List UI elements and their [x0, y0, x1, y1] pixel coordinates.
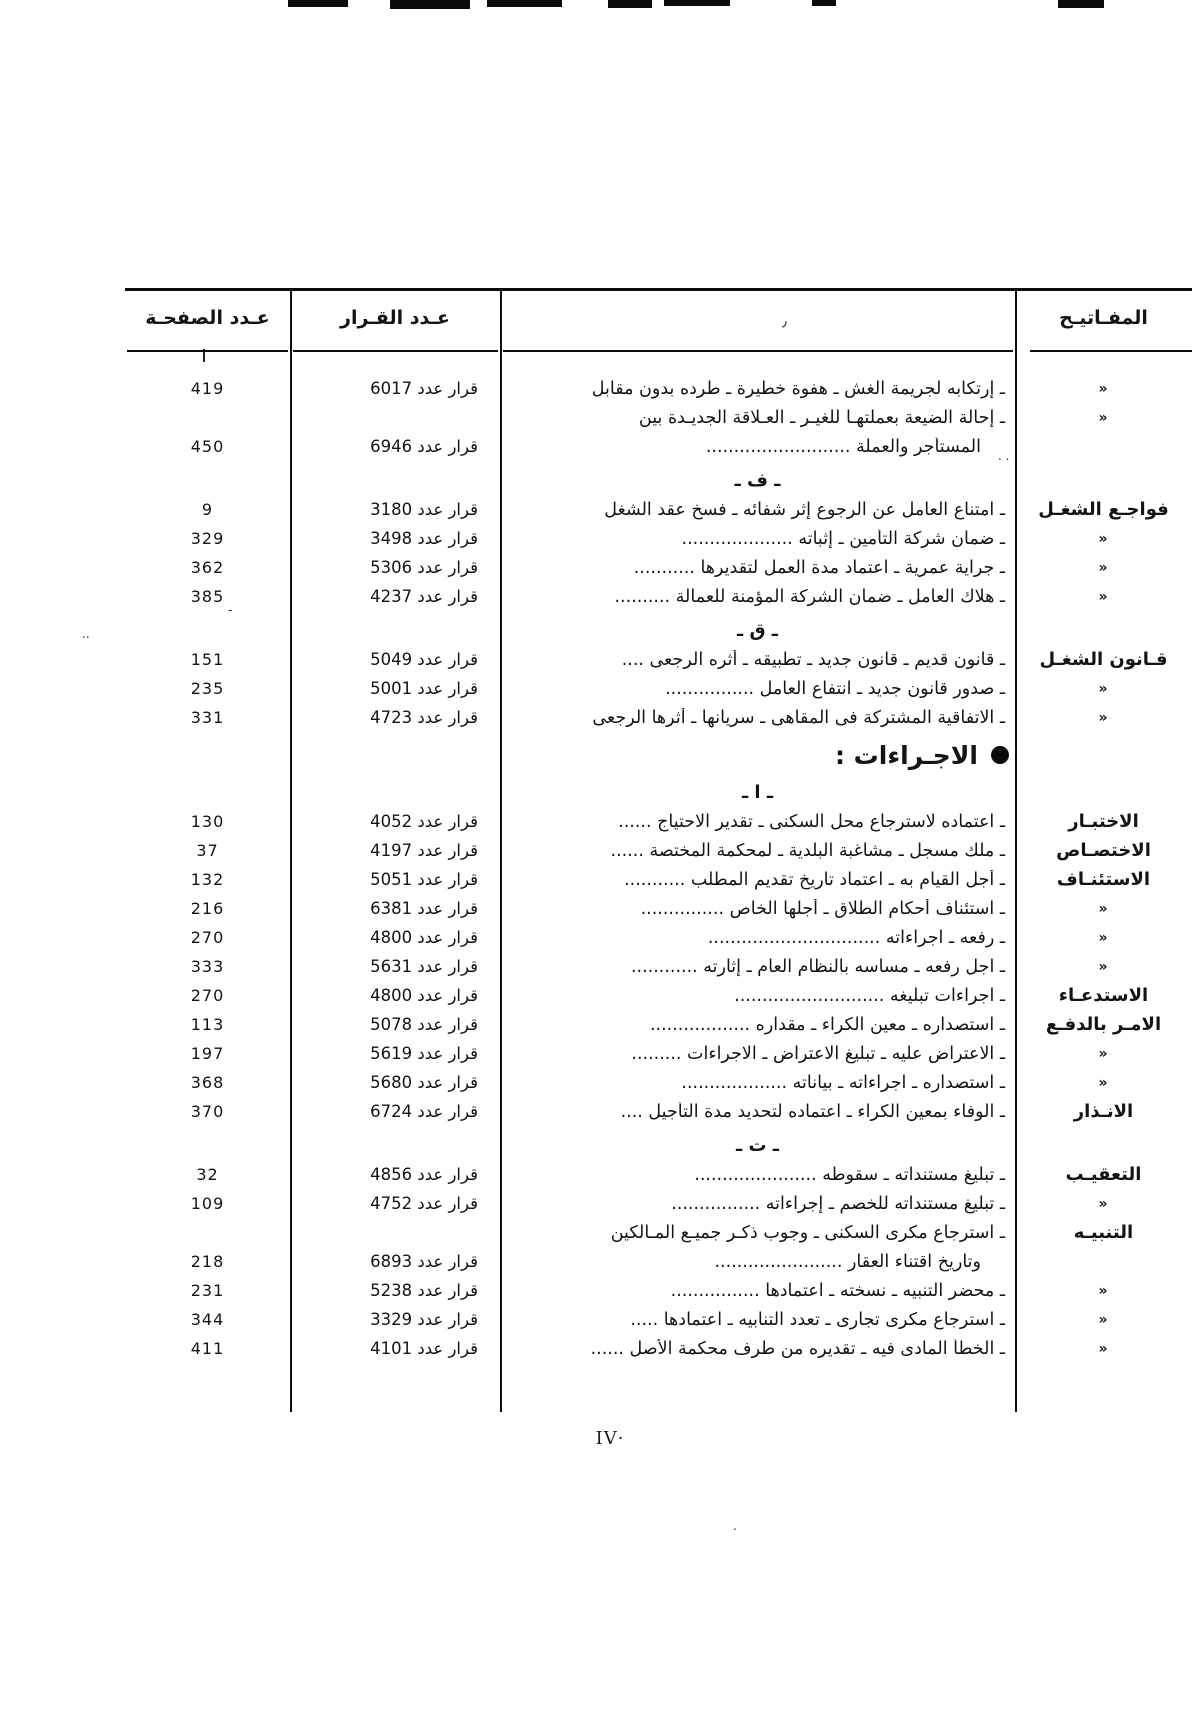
table-row: [125, 1276, 1192, 1305]
keyword-cell: التنبيـه: [1073, 1222, 1134, 1243]
entry-description-cell: ـ إرتكابه لجريمة الغش ـ هفوة خطيرة ـ طرده بدون مقابل: [591, 378, 1005, 399]
entry-description-cell: ـ استصداره ـ اجراءاته ـ بياناته ...................: [681, 1072, 1005, 1093]
ditto-mark: »: [1098, 680, 1109, 697]
scan-artifact: [288, 0, 348, 7]
table-row: [125, 1160, 1192, 1189]
bullet-icon: [991, 746, 1009, 764]
keyword-cell: فواجـع الشغـل: [1038, 499, 1169, 520]
entry-description-cell: ـ استرجاع مكرى السكنى ـ وجوب ذكـر جميـع المـالكين: [610, 1222, 1005, 1243]
page-number-cell: 270: [190, 986, 225, 1005]
scan-artifact: [812, 0, 836, 6]
table-row: [125, 1039, 1192, 1068]
ditto-mark: »: [1098, 1282, 1109, 1299]
entry-description-cell: ـ ضمان شركة التأمين ـ إثباته ....................: [681, 528, 1005, 549]
ditto-mark: »: [1098, 530, 1109, 547]
decision-number-cell: قرار عدد 4237: [370, 587, 478, 606]
index-table-body: [125, 352, 1192, 1363]
decision-number-cell: قرار عدد 4101: [370, 1339, 478, 1358]
ditto-mark: »: [1098, 409, 1109, 426]
entry-description-cell: ـ جراية عمرية ـ اعتماد مدة العمل لتقديرها ...........: [633, 557, 1005, 578]
page-number-cell: 362: [190, 558, 225, 577]
page-number-cell: 32: [196, 1165, 219, 1184]
page-number-cell: 130: [190, 812, 225, 831]
page-number-footer: IV·: [595, 1428, 625, 1449]
decision-number-cell: قرار عدد 3329: [370, 1310, 478, 1329]
table-row: [125, 645, 1192, 674]
page-number-cell: 132: [190, 870, 225, 889]
keyword-cell: الاستدعـاء: [1058, 985, 1149, 1006]
table-top-rule: [125, 288, 1192, 291]
table-row: [125, 703, 1192, 732]
keyword-cell: الاختصـاص: [1056, 840, 1151, 861]
entry-description-cell: ـ إحالة الضيعة بعملتهـا للغيـر ـ العـلاقة الجديـدة بين: [638, 407, 1005, 428]
page-number-cell: 113: [190, 1015, 225, 1034]
entry-description-cell: ـ استصداره ـ معين الكراء ـ مقداره ..................: [649, 1014, 1005, 1035]
decision-number-cell: قرار عدد 5001: [370, 679, 478, 698]
section-letter-divider: ـ ف ـ: [734, 469, 781, 491]
ditto-mark: »: [1098, 1074, 1109, 1091]
table-row: [125, 524, 1192, 553]
entry-description-cell: ـ تبليغ مستنداته ـ سقوطه ......................: [694, 1164, 1005, 1185]
section-heading-label: الاجـراءات :: [834, 740, 978, 770]
page-number-cell: 419: [190, 379, 225, 398]
entry-description-cell: ـ قانون قديم ـ قانون جديد ـ تطبيقه ـ أثره الرجعى ....: [621, 649, 1005, 670]
scan-artifact: .: [733, 1519, 737, 1533]
keyword-cell: الانـذار: [1073, 1101, 1134, 1122]
page-number-cell: 368: [190, 1073, 225, 1092]
entry-description-cell: ـ الخطأ المادى فيه ـ تقديره من طرف محكمة الأصل ......: [590, 1338, 1005, 1359]
page-number-cell: 235: [190, 679, 225, 698]
table-row: [125, 432, 1192, 461]
table-row: [125, 1189, 1192, 1218]
entry-description-cell: ـ امتناع العامل عن الرجوع إثر شفائه ـ فسخ عقد الشغل: [604, 499, 1005, 520]
decision-number-cell: قرار عدد 5238: [370, 1281, 478, 1300]
page-number-cell: 9: [201, 500, 214, 519]
decision-number-cell: قرار عدد 5078: [370, 1015, 478, 1034]
column-header-page-number: عـدد الصفحـة: [145, 307, 270, 329]
column-header-keys: المفـاتيـح: [1059, 307, 1148, 329]
scan-artifact: ..: [82, 627, 90, 641]
scan-artifact: ٫: [782, 312, 787, 330]
ditto-mark: »: [1098, 588, 1109, 605]
table-row: [125, 1334, 1192, 1363]
scan-artifact: [664, 0, 730, 6]
entry-description-cell: ـ تبليغ مستنداته للخصم ـ إجراءاته ................: [671, 1193, 1005, 1214]
table-row: [125, 495, 1192, 524]
entry-description-cell: ـ استرجاع مكرى تجارى ـ تعدد التنابيه ـ اعتمادها .....: [630, 1309, 1005, 1330]
decision-number-cell: قرار عدد 6724: [370, 1102, 478, 1121]
table-row: [125, 1068, 1192, 1097]
decision-number-cell: قرار عدد 5051: [370, 870, 478, 889]
scan-artifact: [390, 0, 470, 9]
decision-number-cell: قرار عدد 6381: [370, 899, 478, 918]
page-number-cell: 270: [190, 928, 225, 947]
table-row: [125, 403, 1192, 432]
keyword-cell: قـانون الشغـل: [1039, 649, 1168, 670]
keyword-cell: التعقيـب: [1065, 1164, 1142, 1185]
table-row: [125, 374, 1192, 403]
page-number-cell: 331: [190, 708, 225, 727]
entry-description-cell: ـ اجل رفعه ـ مساسه بالنظام العام ـ إثارته ............: [630, 956, 1005, 977]
keyword-cell: الامـر بالدفـع: [1045, 1014, 1162, 1035]
page-number-cell: 450: [190, 437, 225, 456]
page-number-cell: 231: [190, 1281, 225, 1300]
page-number-cell: 411: [190, 1339, 225, 1358]
table-row: [125, 1305, 1192, 1334]
decision-number-cell: قرار عدد 6017: [370, 379, 478, 398]
ditto-mark: »: [1098, 1340, 1109, 1357]
column-header-decision-number: عـدد القـرار: [340, 307, 450, 329]
table-row: [125, 836, 1192, 865]
scan-artifact: -: [228, 603, 233, 617]
section-letter-divider: ـ ت ـ: [736, 1134, 779, 1156]
ditto-mark: »: [1098, 1311, 1109, 1328]
page-number-cell: 216: [190, 899, 225, 918]
page-number-cell: 37: [196, 841, 219, 860]
entry-description-cell: المستأجر والعملة ..........................: [705, 436, 981, 457]
decision-number-cell: قرار عدد 6946: [370, 437, 478, 456]
ditto-mark: »: [1098, 958, 1109, 975]
page-number-cell: 344: [190, 1310, 225, 1329]
decision-number-cell: قرار عدد 4800: [370, 986, 478, 1005]
scan-artifact: [608, 0, 652, 8]
section-heading: [500, 737, 1015, 773]
ditto-mark: »: [1098, 559, 1109, 576]
table-row: [125, 553, 1192, 582]
table-row: [125, 1097, 1192, 1126]
entry-description-cell: ـ صدور قانون جديد ـ انتفاع العامل ................: [665, 678, 1005, 699]
decision-number-cell: قرار عدد 4197: [370, 841, 478, 860]
decision-number-cell: قرار عدد 4752: [370, 1194, 478, 1213]
decision-number-cell: قرار عدد 3180: [370, 500, 478, 519]
section-letter-divider: ـ ق ـ: [737, 619, 778, 641]
scan-artifact: . .: [998, 449, 1010, 463]
entry-description-cell: وتاريخ اقتناء العقار .......................: [714, 1251, 981, 1272]
table-row: [125, 582, 1192, 611]
decision-number-cell: قرار عدد 5680: [370, 1073, 478, 1092]
scan-artifact: [1058, 0, 1104, 8]
scan-artifact: [487, 0, 562, 7]
page-number-cell: 370: [190, 1102, 225, 1121]
page-number-cell: 151: [190, 650, 225, 669]
decision-number-cell: قرار عدد 5619: [370, 1044, 478, 1063]
page-number-cell: 333: [190, 957, 225, 976]
entry-description-cell: ـ اجراءات تبليغه ...........................: [734, 985, 1005, 1006]
table-row: [125, 952, 1192, 981]
entry-description-cell: ـ الاتفاقية المشتركة فى المقاهى ـ سريانها ـ أثرها الرجعى: [592, 707, 1005, 728]
decision-number-cell: قرار عدد 4723: [370, 708, 478, 727]
decision-number-cell: قرار عدد 4800: [370, 928, 478, 947]
table-row: [125, 894, 1192, 923]
entry-description-cell: ـ أجل القيام به ـ اعتماد تاريخ تقديم المطلب ...........: [624, 869, 1005, 890]
entry-description-cell: ـ ملك مسجل ـ مشاغبة البلدية ـ لمحكمة المختصة ......: [610, 840, 1005, 861]
entry-description-cell: ـ رفعه ـ اجراءاته ...............................: [707, 927, 1005, 948]
ditto-mark: »: [1098, 1195, 1109, 1212]
keyword-cell: الاستئنـاف: [1056, 869, 1151, 890]
table-row: [125, 807, 1192, 836]
ditto-mark: »: [1098, 900, 1109, 917]
section-letter-divider: ـ ا ـ: [742, 781, 774, 803]
ditto-mark: »: [1098, 929, 1109, 946]
decision-number-cell: قرار عدد 5049: [370, 650, 478, 669]
decision-number-cell: قرار عدد 5631: [370, 957, 478, 976]
decision-number-cell: قرار عدد 5306: [370, 558, 478, 577]
entry-description-cell: ـ هلاك العامل ـ ضمان الشركة المؤمنة للعمالة ..........: [614, 586, 1005, 607]
ditto-mark: »: [1098, 709, 1109, 726]
keyword-cell: الاختبـار: [1068, 811, 1139, 832]
decision-number-cell: قرار عدد 4052: [370, 812, 478, 831]
entry-description-cell: ـ الوفاء بمعين الكراء ـ اعتماده لتحديد مدة التأجيل ....: [620, 1101, 1005, 1122]
page-number-cell: 329: [190, 529, 225, 548]
table-row: [125, 923, 1192, 952]
table-row: [125, 1247, 1192, 1276]
page-number-cell: 197: [190, 1044, 225, 1063]
page-number-cell: 109: [190, 1194, 225, 1213]
table-row: [125, 865, 1192, 894]
entry-description-cell: ـ استئناف أحكام الطلاق ـ أجلها الخاص ...............: [640, 898, 1005, 919]
page-number-cell: 218: [190, 1252, 225, 1271]
decision-number-cell: قرار عدد 6893: [370, 1252, 478, 1271]
table-row: [125, 674, 1192, 703]
entry-description-cell: ـ محضر التنبيه ـ نسخته ـ اعتمادها ................: [670, 1280, 1005, 1301]
page-number-cell: 385: [190, 587, 225, 606]
table-row: [125, 1010, 1192, 1039]
entry-description-cell: ـ اعتماده لاسترجاع محل السكنى ـ تقدير الاحتياج ......: [618, 811, 1005, 832]
table-row: [125, 1218, 1192, 1247]
table-row: [125, 981, 1192, 1010]
decision-number-cell: قرار عدد 4856: [370, 1165, 478, 1184]
decision-number-cell: قرار عدد 3498: [370, 529, 478, 548]
ditto-mark: »: [1098, 380, 1109, 397]
ditto-mark: »: [1098, 1045, 1109, 1062]
entry-description-cell: ـ الاعتراض عليه ـ تبليغ الاعتراض ـ الاجراءات .........: [631, 1043, 1005, 1064]
